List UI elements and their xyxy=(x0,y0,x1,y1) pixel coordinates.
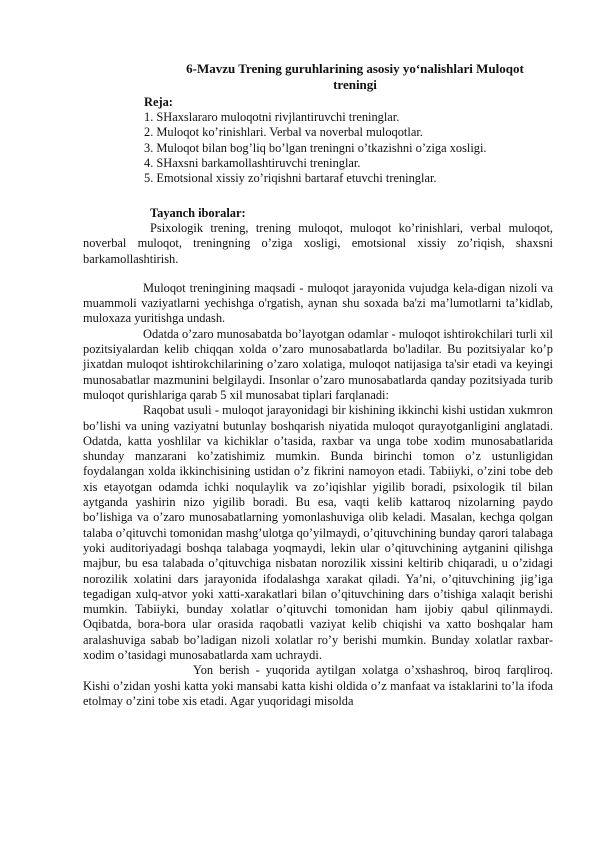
title-line-1: 6-Mavzu Trening guruhlarining asosiy yo‘nalishlari Muloqot xyxy=(186,61,524,76)
keywords-heading: Tayanch iboralar: xyxy=(150,206,246,220)
body-paragraph: Odatda o’zaro munosabatda bo’layotgan odamlar - muloqot ishtirokchilari turli xil pozitsiyalardan kelib chiqqan xolda o’zaro munosabatlarda bo'ladilar. Bu pozitsiyalar ko’p jixatdan muloqot ishtirokchilarining o’zaro xolatiga, muloqot natijasiga ta'sir etadi va keyingi munosabatlar mazmunini belgilaydi. Insonlar o’zaro munosabatlarda qanday pozitsiyada turib muloqot qurishlariga qarab 5 xil munosabat tiplari farqlanadi: xyxy=(83,326,553,402)
keywords-paragraph: Psixologik trening, trening muloqot, muloqot ko’rinishlari, verbal muloqot, noverbal muloqot, treningning o’ziga xosligi, emotsional xissiy zo’riqish, shaxsni barkamollashtirish. xyxy=(83,221,553,266)
plan-item: 5. Emotsional xissiy zo’riqishni bartaraf etuvchi treninglar. xyxy=(144,171,437,186)
plan-heading: Reja: xyxy=(144,95,173,109)
plan-item: 1. SHaxslararo muloqotni rivjlantiruvchi treninglar. xyxy=(144,110,400,124)
plan-item: 4. SHaxsni barkamollashtiruvchi treninglar. xyxy=(144,155,361,170)
plan-item: 3. Muloqot bilan bog’liq bo’lgan treningni o’tkazishni o’ziga xosligi. xyxy=(144,140,487,155)
document-body xyxy=(83,221,553,709)
page-title xyxy=(150,61,560,92)
body-paragraph: Yon berish - yuqorida aytilgan xolatga o’xshashroq, biroq farqliroq. Kishi o’zidan yoshi katta yoki mansabi katta kishi oldida o’z manfaat va istaklarini to’la ifoda etolmay o’zini tobe xis etadi. Agar yuqoridagi misolda xyxy=(83,663,553,708)
title-line-2: treningi xyxy=(333,76,377,92)
body-paragraph: Raqobat usuli - muloqot jarayonidagi bir kishining ikkinchi kishi ustidan xukmron bo’lishi va uning vaziyatni butunlay boshqarish niyatida muloqot qurayotganligini anglatadi. Odatda, katta yoshlilar va kichiklar o’tasida, raxbar va unga tobe xodim munosabatlarida shunday manzarani ko’zatishimiz mumkin. Bunda birinchi tomon o’z ustunligidan foydalangan xolda ikkinchisining ustidan o’z fikrini namoyon etadi. Tabiiyki, o’zini tobe deb xis etayotgan odamda ichki noqulaylik va zo’iqishlar yigilib boradi, psixologik til bilan aytganda yashirin nizo yigilib boradi. Bu esa, vaqti kelib kattaroq nizolarning paydo bo’lishiga va o’zaro munosabatlarning yomonlashuviga olib keladi. Masalan, kechga qolgan talaba o’qituvchi tomonidan mashg’ulotga qo’yilmaydi, o’qituvchining bunday qarori talabaga yoki auditoriyadagi boshqa talabaga yoqmaydi, lekin ular o’qituvchining aytganini qilishga majbur, bu esa talabada o’qituvchiga nisbatan norozilik xissini keltirib chiqaradi, u o’zidagi norozilik xolatini dars jarayonida ifodalashga xarakat qiladi. Ya’ni, o’qituvchining jig’iga tegadigan xulq-atvor yoki xatti-xarakatlari bilan o’qituvchining dars o’tishiga xalaqit berishi mumkin. Tabiiyki, bunday xolatlar o’qituvchi tomonidan ham ijobiy qabul qilinmaydi. Oqibatda, bora-bora ular orasida raqobatli vaziyat kelib chiqishi va xatto boshqalar ham aralashuviga sabab bo’ladigan nizoli xolatlar ro’y berishi mumkin. Bunday xolatlar raxbar-xodim o’tasidagi munosabatlarda xam uchraydi. xyxy=(83,403,553,663)
plan-list xyxy=(144,110,564,186)
body-paragraph: Muloqot treningining maqsadi - muloqot jarayonida vujudga kela-digan nizoli va muammoli vaziyatlarni yechishga o'rgatish, aynan shu soxada ba'zi ma’lumotlarni ta’kidlab, muloxaza yuritishga undash. xyxy=(83,280,553,326)
plan-item: 2. Muloqot ko’rinishlari. Verbal va noverbal muloqotlar. xyxy=(144,125,423,140)
